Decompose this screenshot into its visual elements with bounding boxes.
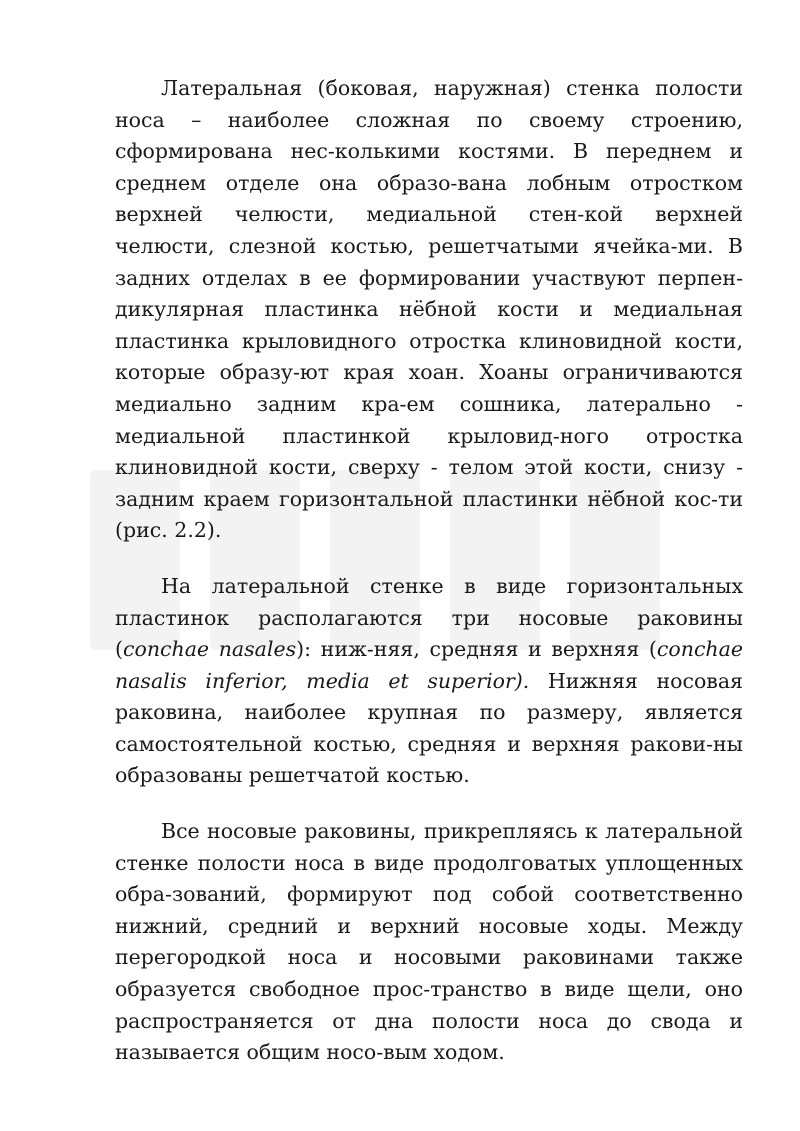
paragraph	[115, 816, 743, 1069]
paragraph-text: Нижняя носовая раковина, наиболее крупная по размеру, является самостоятельной костью, средняя и верхняя ракови-ны образованы решетчатой костью.	[115, 668, 743, 788]
latin-term: conchae nasales	[123, 637, 297, 662]
paragraph-text: На латеральной стенке в виде горизонтальных пластинок располагаются три носовые раковины (	[115, 573, 743, 662]
paragraph	[115, 571, 743, 792]
paragraph	[115, 73, 743, 547]
paragraph-text: ): ниж-няя, средняя и верхняя (	[296, 637, 657, 662]
paragraph-text: Все носовые раковины, прикрепляясь к латеральной стенке полости носа в виде продолговатых уплощенных обра-зований, формируют под собой соответственно нижний, средний и верхний носовые ходы. Между перегородкой носа и носовыми раковинами также образуется свободное прос-транство в виде щели, оно распространяется от дна полости носа до свода и называется общим носо-вым ходом.	[115, 819, 743, 1065]
latin-term: conchae nasalis inferior, media et superior).	[115, 637, 743, 693]
paragraph-text: Латеральная (боковая, наружная) стенка полости носа – наиболее сложная по своему строению, сформирована нес-колькими костями. В переднем и среднем отделе она образо-вана лобным отростком верхней челюсти, медиальной стен-кой верхней челюсти, слезной костью, решетчатыми ячейка-ми. В задних отделах в ее формировании участвуют перпен-дикулярная пластинка нёбной кости и медиальная пластинка крыловидного отростка клиновидной кости, которые образу-ют края хоан. Хоаны ограничиваются медиально задним кра-ем сошника, латерально - медиальной пластинкой крыловид-ного отростка клиновидной кости, сверху - телом этой кости, снизу - задним краем горизонтальной пластинки нёбной кос-ти (рис. 2.2).	[115, 76, 743, 543]
text-column	[115, 73, 743, 1093]
